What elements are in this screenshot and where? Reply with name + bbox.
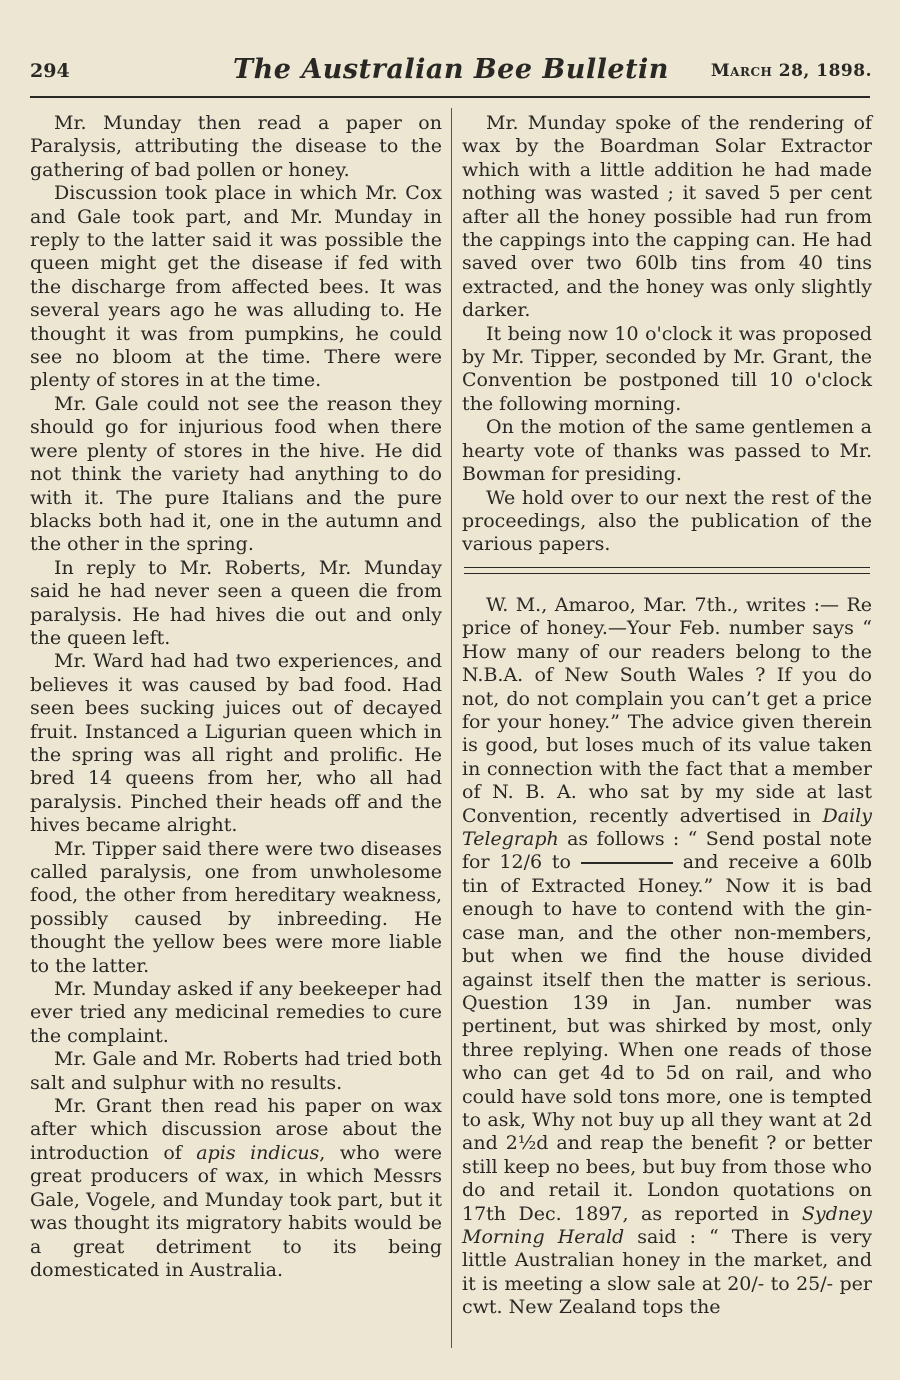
text-run: , who were great producers of wax, in which Messrs Gale, Vogele, and Munday took part, but it was thought its migratory habits would be a great detriment to its being domesticated in Australia. [30, 1141, 442, 1281]
paragraph: Mr. Munday asked if any beekeeper had ever tried any medicinal remedies to cure the complaint. [30, 978, 442, 1047]
text-run: as follows : “ Send postal note for 12/6 to [462, 828, 872, 874]
paragraph: It being now 10 o'clock it was proposed by Mr. Tipper, seconded by Mr. Grant, the Convention be postponed till 10 o'clock the following morning. [462, 322, 872, 415]
paragraph: Discussion took place in which Mr. Cox and Gale took part, and Mr. Munday in reply to the latter said it was possible the queen might get the disease if fed with the discharge from affected bees. It was several years ago he was alluding to. He thought it was from pumpkins, he could see no bloom at the time. There were plenty of stores in at the time. [30, 182, 442, 392]
publication-title: The Australian Bee Bulletin [233, 54, 669, 85]
paragraph: Mr. Munday spoke of the rendering of wax by the Boardman Solar Extractor which with a little addition he had made nothing was wasted ; it saved 5 per cent after all the honey possible had run from the cappings into the capping can. He had saved over two 60lb tins from 40 tins extracted, and the honey was only slightly darker. [462, 112, 872, 322]
paragraph: Mr. Ward had had two experiences, and believes it was caused by bad food. Had seen bees sucking juices out of decayed fruit. Instanced a Ligurian queen which in the spring was all right and prolific. He bred 14 queens from her, who all had paralysis. Pinched their heads off and the hives became alright. [30, 650, 442, 837]
page-number: 294 [30, 60, 70, 82]
paragraph [30, 1095, 442, 1282]
text-run: W. M., Amaroo, Mar. 7th., writes :— Re price of honey.—Your Feb. number says “ How many of our readers belong to the N.B.A. of New South Wales ? If you do not, do not complain you can’t get a price for your honey.” The advice given therein is good, but loses much of its value taken in connection with the fact that a member of N. B. A. who sat by my side at last Convention, recently advertised in [462, 594, 872, 827]
text-run: said : “ There is very little Australian honey in the market, and it is meeting a slow sale at 20/- to 25/- per cwt. New Zealand tops the [462, 1225, 872, 1319]
paragraph: We hold over to our next the rest of the proceedings, also the publication of the various papers. [462, 486, 872, 556]
right-column-top [462, 112, 872, 557]
page-header [30, 54, 872, 94]
newspaper-name: Sydney Morning Herald [462, 1202, 872, 1248]
column-divider [451, 108, 452, 1348]
right-column-letter [462, 594, 872, 1320]
paragraph: Mr. Munday then read a paper on Paralysis, attributing the disease to the gathering of bad pollen or honey. [30, 112, 442, 181]
letter-paragraph [462, 594, 872, 1320]
section-double-rule [464, 567, 870, 574]
issue-date: March 28, 1898. [710, 61, 872, 81]
header-rule [30, 96, 870, 98]
paragraph: Mr. Tipper said there were two diseases called paralysis, one from unwholesome food, the other from hereditary weakness, possibly caused by inbreeding. He thought the yellow bees were more liable to the latter. [30, 837, 442, 977]
paragraph: In reply to Mr. Roberts, Mr. Munday said he had never seen a queen die from paralysis. He had hives die out and only the queen left. [30, 556, 442, 649]
text-run: Mr. Grant then read his paper on wax after which discussion arose about the introduction of [30, 1095, 442, 1164]
text-run: and receive a 60lb tin of Extracted Honey.” Now it is bad enough to have to contend with the gin-case man, and the other non-members, but when we find the house divided against itself then the matter is serious. Question 139 in Jan. number was pertinent, but was shirked by most, only three replying. When one reads of those who can get 4d to 5d on rail, and who could have sold tons more, one is tempted to ask, Why not buy up all they want at 2d and 2½d and reap the benefit ? or better still keep no bees, but buy from those who do and retail it. London quotations on 17th Dec. 1897, as reported in [462, 851, 872, 1225]
paragraph: On the motion of the same gentlemen a hearty vote of thanks was passed to Mr. Bowman for presiding. [462, 416, 872, 486]
species-name: apis indicus [196, 1141, 320, 1164]
paragraph: Mr. Gale and Mr. Roberts had tried both salt and sulphur with no results. [30, 1048, 442, 1094]
paragraph: Mr. Gale could not see the reason they should go for injurious food when there were plenty of stores in the hive. He did not think the variety had anything to do with it. The pure Italians and the pure blacks both had it, one in the autumn and the other in the spring. [30, 392, 442, 556]
newspaper-name: Daily Telegraph [462, 804, 872, 851]
redacted-line [581, 862, 673, 864]
left-column [30, 112, 442, 1342]
